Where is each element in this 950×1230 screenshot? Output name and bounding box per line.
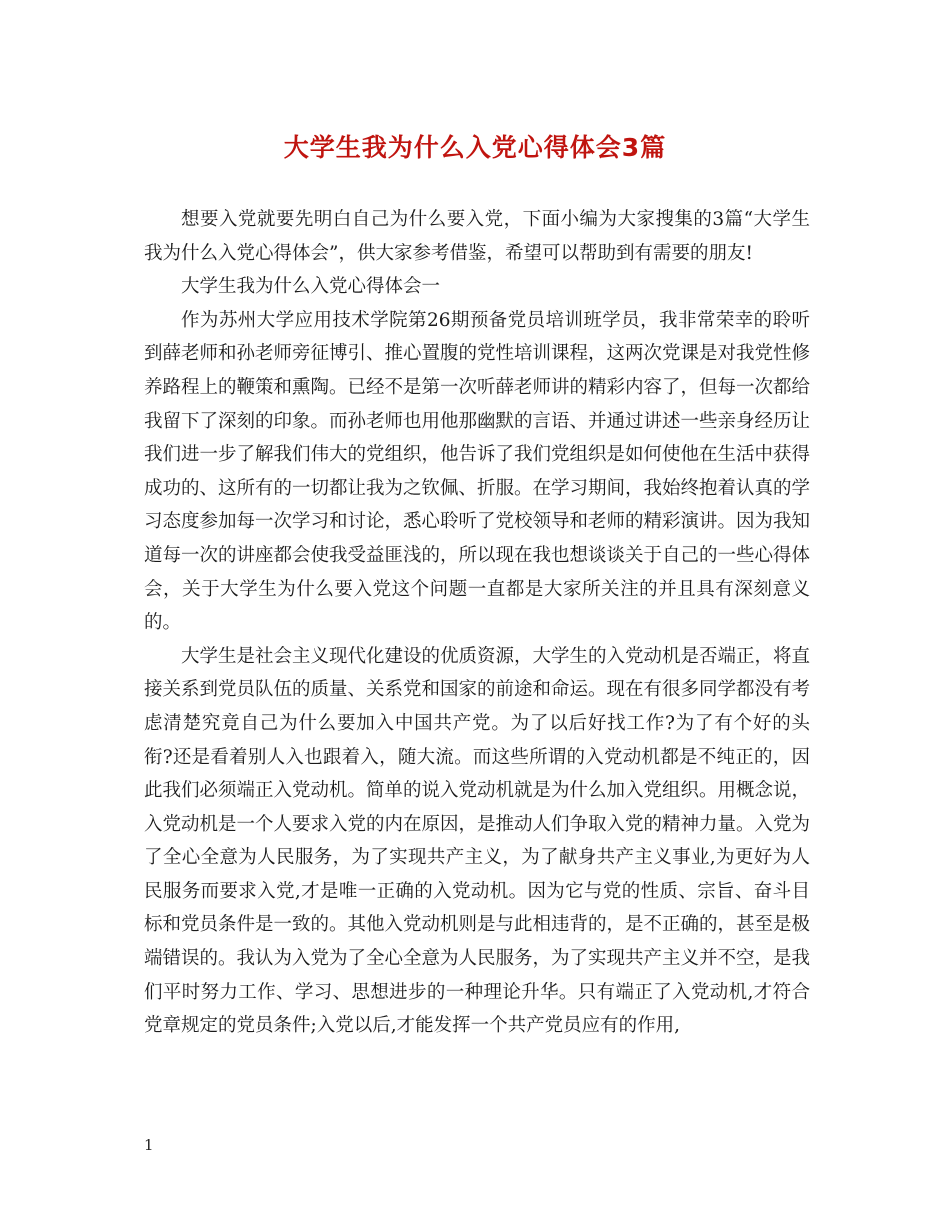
section-heading: 大学生我为什么入党心得体会一 xyxy=(181,276,441,298)
intro-paragraph: 想要入党就要先明白自己为什么要入党，下面小编为大家搜集的3篇“大学生我为什么入党心得体会”，供大家参考借鉴，希望可以帮助到有需要的朋友! xyxy=(144,209,810,264)
document-body xyxy=(144,203,810,1043)
page-number: 1 xyxy=(144,1136,154,1154)
body-paragraph: 作为苏州大学应用技术学院第26期预备党员培训班学员，我非常荣幸的聆听到薛老师和孙老师旁征博引、推心置腹的党性培训课程，这两次党课是对我党性修养路程上的鞭策和熏陶。已经不是第一次听薛老师讲的精彩内容了，但每一次都给我留下了深刻的印象。而孙老师也用他那幽默的言语、并通过讲述一些亲身经历让我们进一步了解我们伟大的党组织，他告诉了我们党组织是如何使他在生活中获得成功的、这所有的一切都让我为之钦佩、折服。在学习期间，我始终抱着认真的学习态度参加每一次学习和讨论，悉心聆听了党校领导和老师的精彩演讲。因为我知道每一次的讲座都会使我受益匪浅的，所以现在我也想谈谈关于自己的一些心得体会，关于大学生为什么要入党这个问题一直都是大家所关注的并且具有深刻意义的。 xyxy=(144,309,811,634)
body-paragraph: 大学生是社会主义现代化建设的优质资源，大学生的入党动机是否端正，将直接关系到党员队伍的质量、关系党和国家的前途和命运。现在有很多同学都没有考虑清楚究竟自己为什么要加入中国共产党。为了以后好找工作?为了有个好的头衔?还是看着别人入也跟着入，随大流。而这些所谓的入党动机都是不纯正的，因此我们必须端正入党动机。简单的说入党动机就是为什么加入党组织。用概念说，入党动机是一个人要求入党的内在原因，是推动人们争取入党的精神力量。入党为了全心全意为人民服务，为了实现共产主义，为了献身共产主义事业,为更好为人民服务而要求入党,才是唯一正确的入党动机。因为它与党的性质、宗旨、奋斗目标和党员条件是一致的。其他入党动机则是与此相违背的，是不正确的，甚至是极端错误的。我认为入党为了全心全意为人民服务，为了实现共产主义并不空，是我们平时努力工作、学习、思想进步的一种理论升华。只有端正了入党动机,才符合党章规定的党员条件;入党以后,才能发挥一个共产党员应有的作用, xyxy=(144,645,811,1037)
document-title: 大学生我为什么入党心得体会3篇 xyxy=(283,133,667,162)
